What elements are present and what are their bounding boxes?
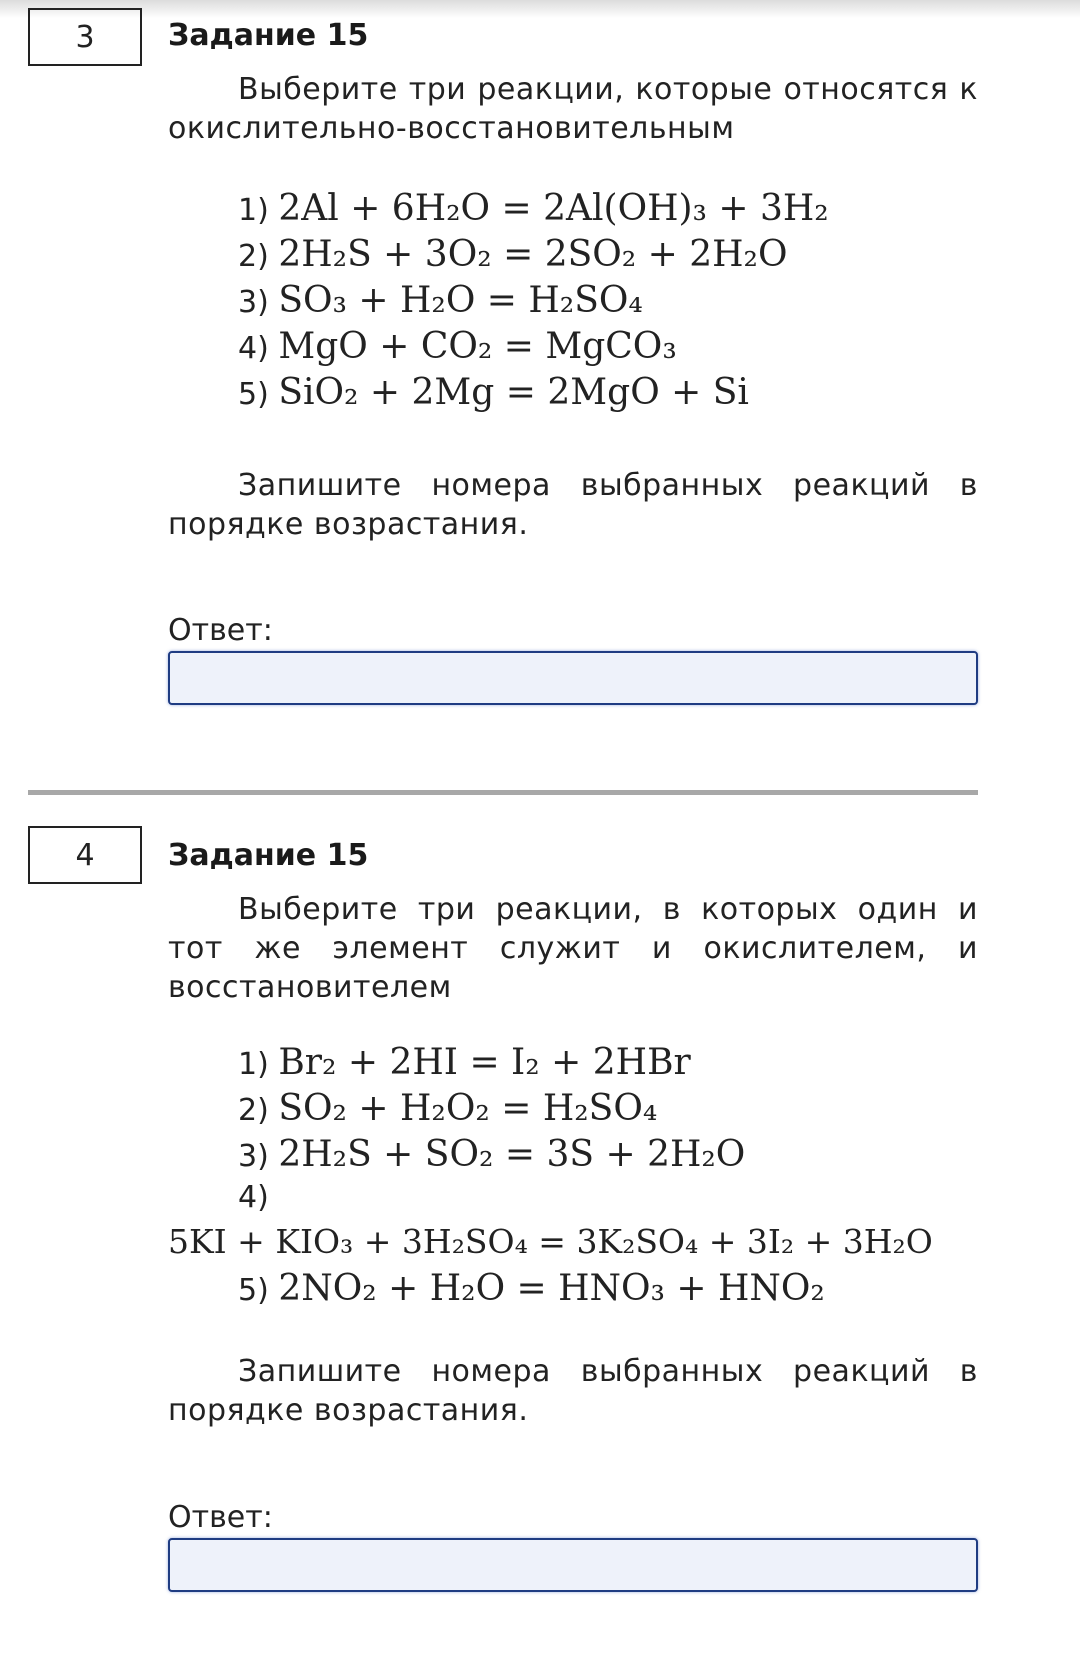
reaction-formula: Br₂ + 2HI = I₂ + 2HBr: [278, 1042, 691, 1083]
answer-input[interactable]: [168, 1538, 978, 1592]
reaction-number: 5): [238, 1273, 269, 1308]
reaction-formula: SO₃ + H₂O = H₂SO₄: [278, 280, 643, 321]
reaction-number: 4): [238, 1180, 269, 1215]
answer-input[interactable]: [168, 651, 978, 705]
task-instruction: Запишите номера выбранных реакций в порядке возрастания.: [168, 1354, 978, 1428]
reaction-formula: MgO + CO₂ = MgCO₃: [278, 326, 677, 367]
top-shadow: [0, 0, 1080, 18]
reaction-item: [168, 1088, 998, 1134]
section-divider: [28, 790, 978, 795]
reaction-item: [168, 280, 998, 326]
reaction-formula: SiO₂ + 2Mg = 2MgO + Si: [278, 372, 749, 413]
reaction-item: [168, 234, 998, 280]
reaction-formula: 2H₂S + 3O₂ = 2SO₂ + 2H₂O: [278, 234, 788, 275]
reaction-item: [168, 188, 998, 234]
task-prompt: Выберите три реакции, в которых один и тот же элемент служит и окислителем, и восстановителем: [168, 892, 978, 1005]
reaction-item: [168, 372, 998, 418]
reaction-formula: 2Al + 6H₂O = 2Al(OH)₃ + 3H₂: [278, 188, 829, 229]
reaction-item: [168, 1180, 998, 1226]
reaction-number: 2): [238, 1093, 269, 1128]
task-title: Задание 15: [168, 18, 369, 53]
task-instruction: Запишите номера выбранных реакций в порядке возрастания.: [168, 468, 978, 542]
reaction-formula: 5KI + KIO₃ + 3H₂SO₄ = 3K₂SO₄ + 3I₂ + 3H₂O: [168, 1222, 933, 1261]
reaction-item: [168, 1268, 998, 1314]
reaction-item: [168, 326, 998, 372]
reaction-formula: 2NO₂ + H₂O = HNO₃ + HNO₂: [278, 1268, 825, 1309]
reaction-item: [168, 1134, 998, 1180]
reaction-number: 2): [238, 239, 269, 274]
reaction-number: 3): [238, 1139, 269, 1174]
task-title: Задание 15: [168, 838, 369, 873]
task-number-box: 4: [28, 826, 142, 884]
answer-label: Ответ:: [168, 1500, 273, 1535]
reaction-number: 1): [238, 1047, 269, 1082]
reaction-item: [168, 1042, 998, 1088]
answer-label: Ответ:: [168, 613, 273, 648]
reaction-number: 4): [238, 331, 269, 366]
reaction-number: 1): [238, 193, 269, 228]
task-prompt: Выберите три реакции, которые относятся к окислительно-восстановительным: [168, 72, 978, 146]
task-number-box: 3: [28, 8, 142, 66]
reaction-number: 3): [238, 285, 269, 320]
reaction-formula-wrapped: [168, 1222, 998, 1268]
reaction-formula: SO₂ + H₂O₂ = H₂SO₄: [278, 1088, 658, 1129]
reaction-number: 5): [238, 377, 269, 412]
reaction-formula: 2H₂S + SO₂ = 3S + 2H₂O: [278, 1134, 746, 1175]
